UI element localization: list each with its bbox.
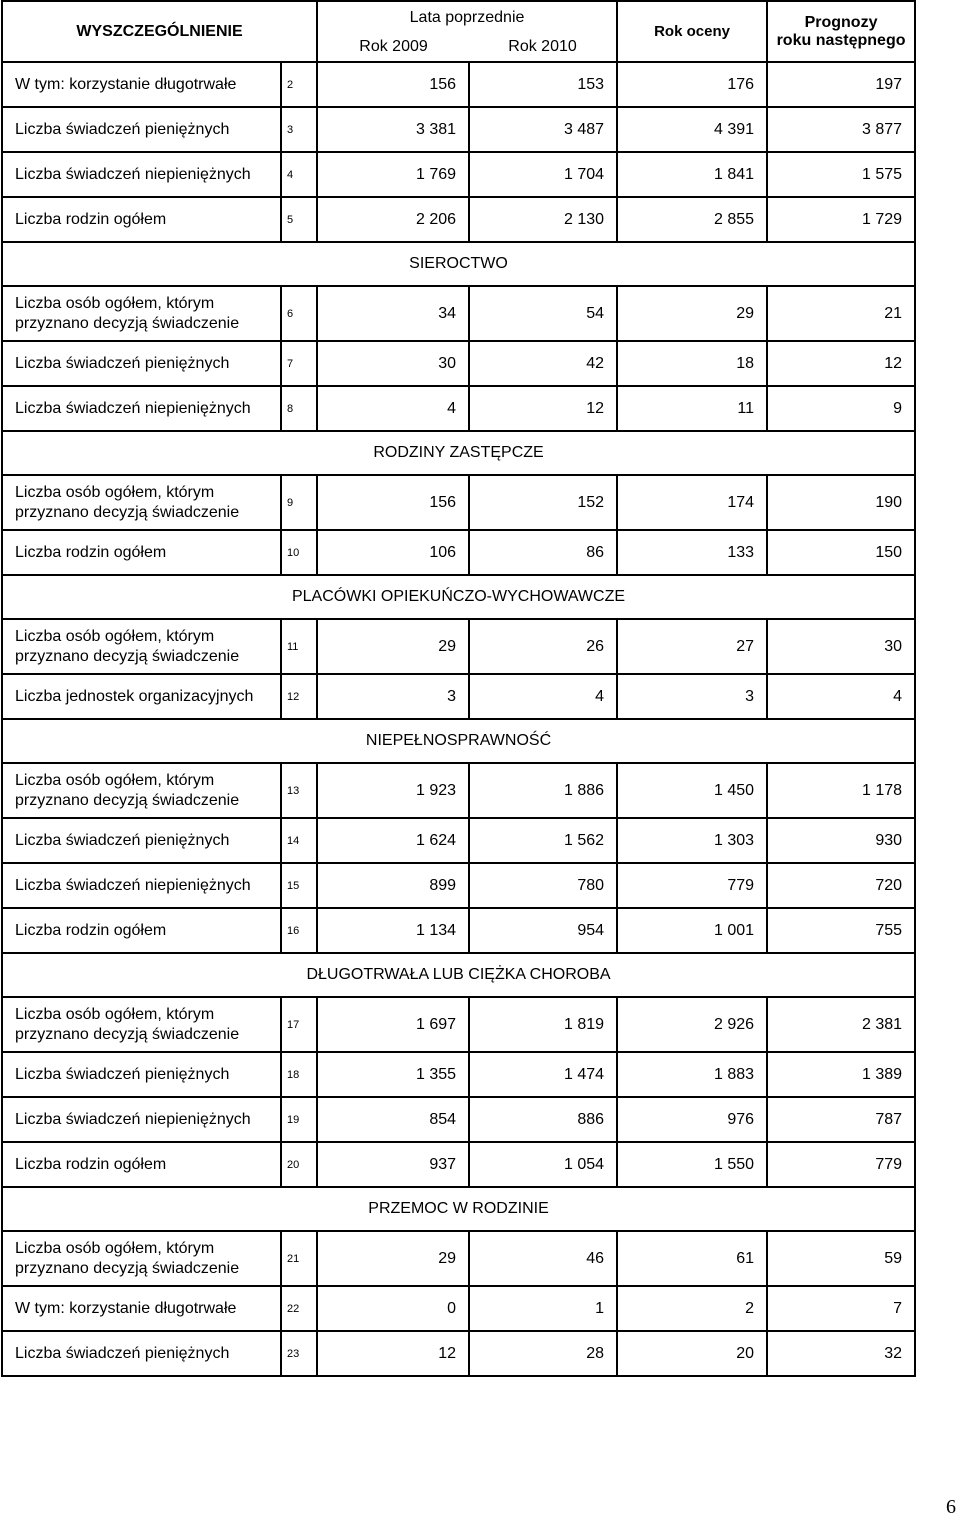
value-2009: 1 923 — [317, 763, 469, 818]
value-2009: 156 — [317, 475, 469, 530]
row-number: 2 — [281, 62, 317, 107]
value-2010: 886 — [469, 1097, 617, 1142]
table-row — [2, 1286, 915, 1331]
value-2010: 3 487 — [469, 107, 617, 152]
row-label — [2, 863, 281, 908]
row-label-line: Liczba rodzin ogółem — [15, 210, 167, 228]
row-label-line: Liczba osób ogółem, którym — [15, 627, 215, 645]
header-year-2009: Rok 2009 — [317, 33, 469, 62]
value-2009: 899 — [317, 863, 469, 908]
row-label — [2, 1286, 281, 1331]
value-rating-year: 2 855 — [617, 197, 767, 242]
row-label — [2, 286, 281, 341]
header-year-2010: Rok 2010 — [469, 33, 617, 62]
value-2009: 34 — [317, 286, 469, 341]
table-row — [2, 286, 915, 341]
header-description: WYSZCZEGÓLNIENIE — [2, 1, 317, 62]
row-label-line: W tym: korzystanie długotrwałe — [15, 1299, 237, 1317]
row-label — [2, 475, 281, 530]
row-label-line: przyznano decyzją świadczenie — [15, 503, 240, 521]
table-row — [2, 107, 915, 152]
value-forecast: 1 575 — [767, 152, 915, 197]
value-rating-year: 174 — [617, 475, 767, 530]
section-row — [2, 719, 915, 763]
table-row — [2, 863, 915, 908]
row-number: 3 — [281, 107, 317, 152]
value-2010: 2 130 — [469, 197, 617, 242]
value-forecast: 1 729 — [767, 197, 915, 242]
value-2009: 3 — [317, 674, 469, 719]
row-label — [2, 197, 281, 242]
page-number: 6 — [946, 1496, 956, 1518]
value-forecast: 190 — [767, 475, 915, 530]
value-forecast: 787 — [767, 1097, 915, 1142]
value-rating-year: 18 — [617, 341, 767, 386]
table-row — [2, 386, 915, 431]
value-forecast: 150 — [767, 530, 915, 575]
table-row — [2, 341, 915, 386]
row-label-line: przyznano decyzją świadczenie — [15, 791, 240, 809]
value-2010: 12 — [469, 386, 617, 431]
row-label-line: Liczba świadczeń pieniężnych — [15, 1065, 230, 1083]
value-rating-year: 976 — [617, 1097, 767, 1142]
value-2010: 1 562 — [469, 818, 617, 863]
row-number: 11 — [281, 619, 317, 674]
row-label — [2, 341, 281, 386]
header-previous-years: Lata poprzednie — [317, 1, 617, 33]
row-number: 13 — [281, 763, 317, 818]
value-forecast: 1 178 — [767, 763, 915, 818]
row-label — [2, 152, 281, 197]
row-number: 8 — [281, 386, 317, 431]
section-row — [2, 953, 915, 997]
value-2010: 42 — [469, 341, 617, 386]
table-row — [2, 1231, 915, 1286]
value-2010: 152 — [469, 475, 617, 530]
row-label — [2, 763, 281, 818]
value-forecast: 197 — [767, 62, 915, 107]
value-rating-year: 779 — [617, 863, 767, 908]
value-forecast: 4 — [767, 674, 915, 719]
value-forecast: 779 — [767, 1142, 915, 1187]
row-label-line: Liczba rodzin ogółem — [15, 921, 167, 939]
row-number: 19 — [281, 1097, 317, 1142]
row-label — [2, 386, 281, 431]
value-rating-year: 11 — [617, 386, 767, 431]
table-row — [2, 997, 915, 1052]
value-2010: 780 — [469, 863, 617, 908]
value-2009: 2 206 — [317, 197, 469, 242]
table-row — [2, 1142, 915, 1187]
value-rating-year: 2 926 — [617, 997, 767, 1052]
row-label-line: Liczba osób ogółem, którym — [15, 771, 215, 789]
row-label-line: Liczba osób ogółem, którym — [15, 294, 215, 312]
table-row — [2, 152, 915, 197]
section-title: SIEROCTWO — [2, 242, 915, 286]
row-number: 14 — [281, 818, 317, 863]
value-forecast: 755 — [767, 908, 915, 953]
value-2010: 28 — [469, 1331, 617, 1376]
table-row — [2, 530, 915, 575]
value-rating-year: 27 — [617, 619, 767, 674]
value-forecast: 32 — [767, 1331, 915, 1376]
value-rating-year: 133 — [617, 530, 767, 575]
value-2009: 4 — [317, 386, 469, 431]
row-label-line: Liczba świadczeń pieniężnych — [15, 120, 230, 138]
row-label — [2, 908, 281, 953]
row-label-line: Liczba rodzin ogółem — [15, 1155, 167, 1173]
row-label — [2, 62, 281, 107]
value-2009: 106 — [317, 530, 469, 575]
value-2009: 1 134 — [317, 908, 469, 953]
row-label-line: Liczba osób ogółem, którym — [15, 1239, 215, 1257]
value-2010: 26 — [469, 619, 617, 674]
section-row — [2, 431, 915, 475]
row-label — [2, 674, 281, 719]
value-2010: 1 819 — [469, 997, 617, 1052]
value-rating-year: 1 883 — [617, 1052, 767, 1097]
value-rating-year: 29 — [617, 286, 767, 341]
row-label-line: Liczba osób ogółem, którym — [15, 1005, 215, 1023]
row-number: 6 — [281, 286, 317, 341]
value-2010: 1 704 — [469, 152, 617, 197]
value-forecast: 720 — [767, 863, 915, 908]
row-label-line: przyznano decyzją świadczenie — [15, 314, 240, 332]
row-label — [2, 818, 281, 863]
header-forecast — [767, 1, 915, 62]
row-label-line: Liczba rodzin ogółem — [15, 543, 167, 561]
value-rating-year: 1 303 — [617, 818, 767, 863]
value-forecast: 9 — [767, 386, 915, 431]
section-title: PLACÓWKI OPIEKUŃCZO-WYCHOWAWCZE — [2, 575, 915, 619]
value-2009: 1 624 — [317, 818, 469, 863]
section-title: PRZEMOC W RODZINIE — [2, 1187, 915, 1231]
row-number: 21 — [281, 1231, 317, 1286]
row-number: 20 — [281, 1142, 317, 1187]
row-number: 10 — [281, 530, 317, 575]
row-number: 5 — [281, 197, 317, 242]
table-row — [2, 197, 915, 242]
header-rating-year: Rok oceny — [617, 1, 767, 62]
table-row — [2, 1097, 915, 1142]
value-2010: 1 054 — [469, 1142, 617, 1187]
row-number: 16 — [281, 908, 317, 953]
value-2009: 3 381 — [317, 107, 469, 152]
row-number: 23 — [281, 1331, 317, 1376]
row-label-line: Liczba świadczeń pieniężnych — [15, 831, 230, 849]
value-2009: 1 355 — [317, 1052, 469, 1097]
value-2010: 1 — [469, 1286, 617, 1331]
value-rating-year: 1 841 — [617, 152, 767, 197]
section-title: RODZINY ZASTĘPCZE — [2, 431, 915, 475]
table-row — [2, 763, 915, 818]
table-row — [2, 1331, 915, 1376]
row-number: 7 — [281, 341, 317, 386]
row-label-line: Liczba świadczeń niepieniężnych — [15, 1110, 251, 1128]
value-rating-year: 61 — [617, 1231, 767, 1286]
table-row — [2, 475, 915, 530]
row-label-line: przyznano decyzją świadczenie — [15, 647, 240, 665]
value-forecast: 21 — [767, 286, 915, 341]
section-row — [2, 242, 915, 286]
value-2010: 54 — [469, 286, 617, 341]
value-2010: 954 — [469, 908, 617, 953]
section-row — [2, 1187, 915, 1231]
row-label-line: Liczba świadczeń niepieniężnych — [15, 165, 251, 183]
value-2010: 1 474 — [469, 1052, 617, 1097]
value-2009: 854 — [317, 1097, 469, 1142]
value-rating-year: 176 — [617, 62, 767, 107]
row-label-line: przyznano decyzją świadczenie — [15, 1259, 240, 1277]
row-label-line: przyznano decyzją świadczenie — [15, 1025, 240, 1043]
header-row-top — [2, 1, 915, 33]
header-forecast-line2: roku następnego — [776, 31, 906, 49]
row-label-line: Liczba osób ogółem, którym — [15, 483, 215, 501]
row-label — [2, 619, 281, 674]
value-2009: 29 — [317, 619, 469, 674]
value-rating-year: 1 550 — [617, 1142, 767, 1187]
value-forecast: 30 — [767, 619, 915, 674]
row-label-line: Liczba świadczeń pieniężnych — [15, 1344, 230, 1362]
table-row — [2, 818, 915, 863]
value-2009: 29 — [317, 1231, 469, 1286]
value-forecast: 7 — [767, 1286, 915, 1331]
value-2010: 46 — [469, 1231, 617, 1286]
row-number: 18 — [281, 1052, 317, 1097]
row-label-line: Liczba świadczeń niepieniężnych — [15, 876, 251, 894]
table-row — [2, 62, 915, 107]
value-2009: 1 769 — [317, 152, 469, 197]
table-row — [2, 619, 915, 674]
value-forecast: 3 877 — [767, 107, 915, 152]
value-2009: 156 — [317, 62, 469, 107]
value-2010: 1 886 — [469, 763, 617, 818]
value-2010: 86 — [469, 530, 617, 575]
value-rating-year: 20 — [617, 1331, 767, 1376]
value-2009: 12 — [317, 1331, 469, 1376]
header-forecast-line1: Prognozy — [804, 13, 878, 31]
table-row — [2, 908, 915, 953]
value-forecast: 2 381 — [767, 997, 915, 1052]
row-number: 9 — [281, 475, 317, 530]
value-2009: 0 — [317, 1286, 469, 1331]
section-title: NIEPEŁNOSPRAWNOŚĆ — [2, 719, 915, 763]
value-forecast: 930 — [767, 818, 915, 863]
row-number: 15 — [281, 863, 317, 908]
row-number: 17 — [281, 997, 317, 1052]
table-row — [2, 674, 915, 719]
row-number: 22 — [281, 1286, 317, 1331]
row-label — [2, 107, 281, 152]
value-forecast: 59 — [767, 1231, 915, 1286]
row-label-line: W tym: korzystanie długotrwałe — [15, 75, 237, 93]
row-number: 12 — [281, 674, 317, 719]
value-forecast: 12 — [767, 341, 915, 386]
value-2009: 30 — [317, 341, 469, 386]
table-row — [2, 1052, 915, 1097]
row-label — [2, 1331, 281, 1376]
row-number: 4 — [281, 152, 317, 197]
value-rating-year: 4 391 — [617, 107, 767, 152]
value-2009: 1 697 — [317, 997, 469, 1052]
row-label — [2, 530, 281, 575]
row-label-line: Liczba świadczeń pieniężnych — [15, 354, 230, 372]
section-row — [2, 575, 915, 619]
row-label-line: Liczba jednostek organizacyjnych — [15, 687, 254, 705]
value-rating-year: 3 — [617, 674, 767, 719]
row-label — [2, 1231, 281, 1286]
row-label-line: Liczba świadczeń niepieniężnych — [15, 399, 251, 417]
row-label — [2, 1052, 281, 1097]
value-2009: 937 — [317, 1142, 469, 1187]
value-forecast: 1 389 — [767, 1052, 915, 1097]
row-label — [2, 1097, 281, 1142]
row-label — [2, 1142, 281, 1187]
value-rating-year: 2 — [617, 1286, 767, 1331]
row-label — [2, 997, 281, 1052]
value-rating-year: 1 001 — [617, 908, 767, 953]
statistics-table — [1, 0, 916, 1377]
value-2010: 4 — [469, 674, 617, 719]
value-2010: 153 — [469, 62, 617, 107]
section-title: DŁUGOTRWAŁA LUB CIĘŻKA CHOROBA — [2, 953, 915, 997]
value-rating-year: 1 450 — [617, 763, 767, 818]
